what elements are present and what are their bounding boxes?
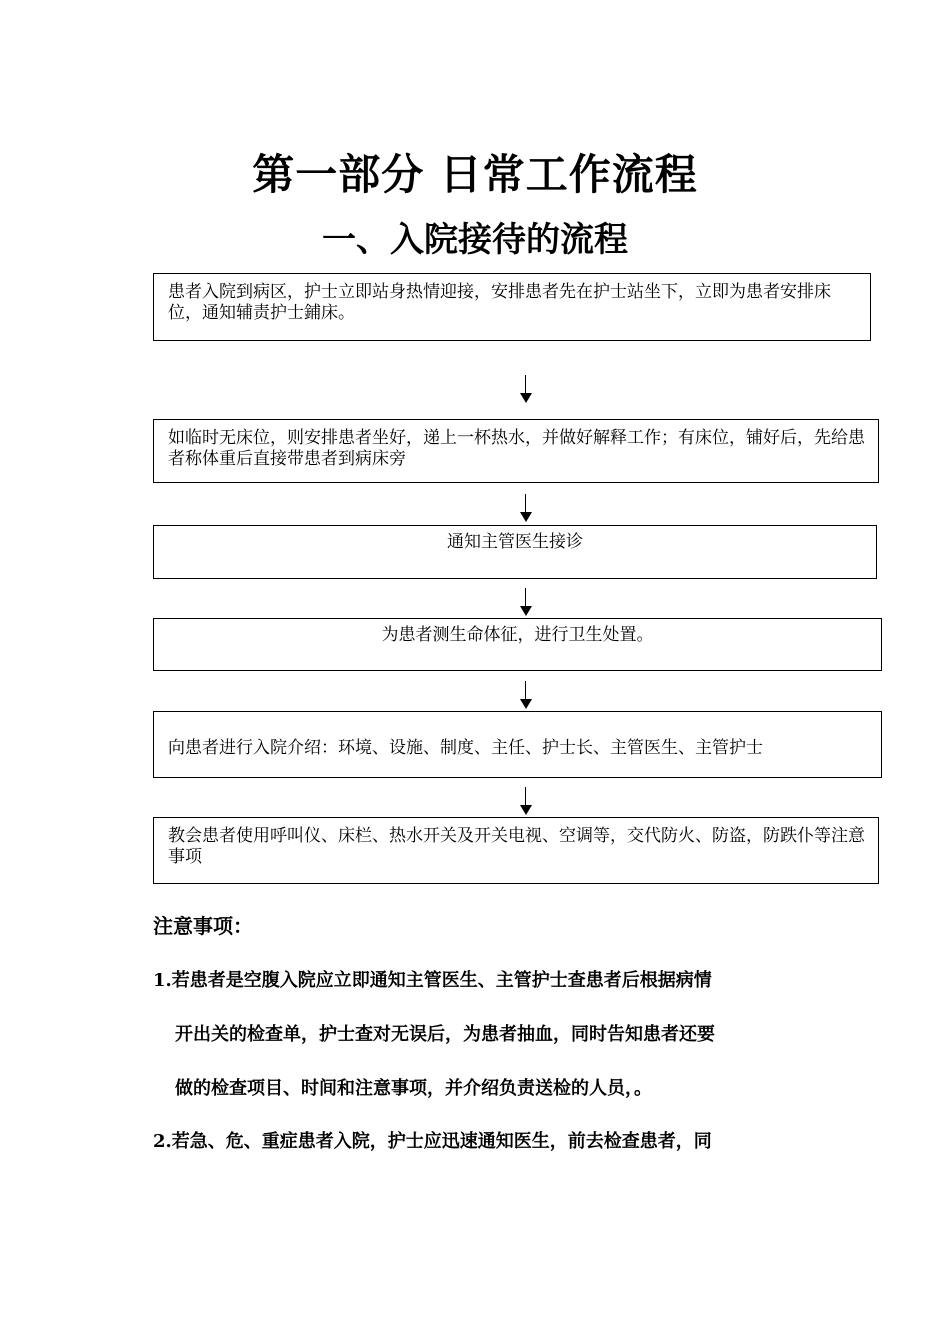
- page-title: 第一部分 日常工作流程: [252, 150, 698, 199]
- note-line-1: 1.若患者是空腹入院应立即通知主管医生、主管护士查患者后根据病情: [153, 970, 712, 991]
- flow-arrow-5: [520, 787, 532, 815]
- flow-step-3-text: 通知主管医生接诊: [447, 532, 583, 552]
- flow-step-2-text: 如临时无床位，则安排患者坐好，递上一杯热水，并做好解释工作；有床位，铺好后，先给患者称体重后直接带患者到病床旁: [168, 428, 865, 469]
- flow-step-3: [153, 525, 877, 579]
- note-line-4: 2.若急、危、重症患者入院，护士应迅速通知医生，前去检查患者，同: [153, 1131, 712, 1152]
- flow-step-4-text: 为患者测生命体征，进行卫生处置。: [381, 625, 654, 645]
- flow-arrow-1: [520, 375, 532, 403]
- flow-arrow-4: [520, 681, 532, 709]
- flow-arrow-2: [520, 494, 532, 522]
- flow-step-1: [153, 273, 871, 341]
- flow-arrow-3: [520, 588, 532, 616]
- flow-step-4: [153, 618, 882, 671]
- flow-step-6: [153, 817, 879, 884]
- note-line-3: 做的检查项目、时间和注意事项，并介绍负责送检的人员，。: [175, 1078, 652, 1099]
- notes-heading: 注意事项：: [153, 914, 253, 938]
- note-line-2: 开出关的检查单，护士查对无误后，为患者抽血，同时告知患者还要: [175, 1024, 715, 1045]
- flow-step-5-text: 向患者进行入院介绍：环境、设施、制度、主任、护士长、主管医生、主管护士: [168, 738, 763, 758]
- flow-step-5: [153, 711, 882, 778]
- flow-step-6-text: 教会患者使用呼叫仪、床栏、热水开关及开关电视、空调等，交代防火、防盗，防跌仆等注意事项: [168, 826, 865, 867]
- flow-step-1-text: 患者入院到病区，护士立即站身热情迎接，安排患者先在护士站坐下，立即为患者安排床位，通知辅责护士鋪床。: [168, 282, 831, 323]
- flow-step-2: [153, 419, 879, 483]
- section-title: 一、入院接待的流程: [322, 220, 628, 260]
